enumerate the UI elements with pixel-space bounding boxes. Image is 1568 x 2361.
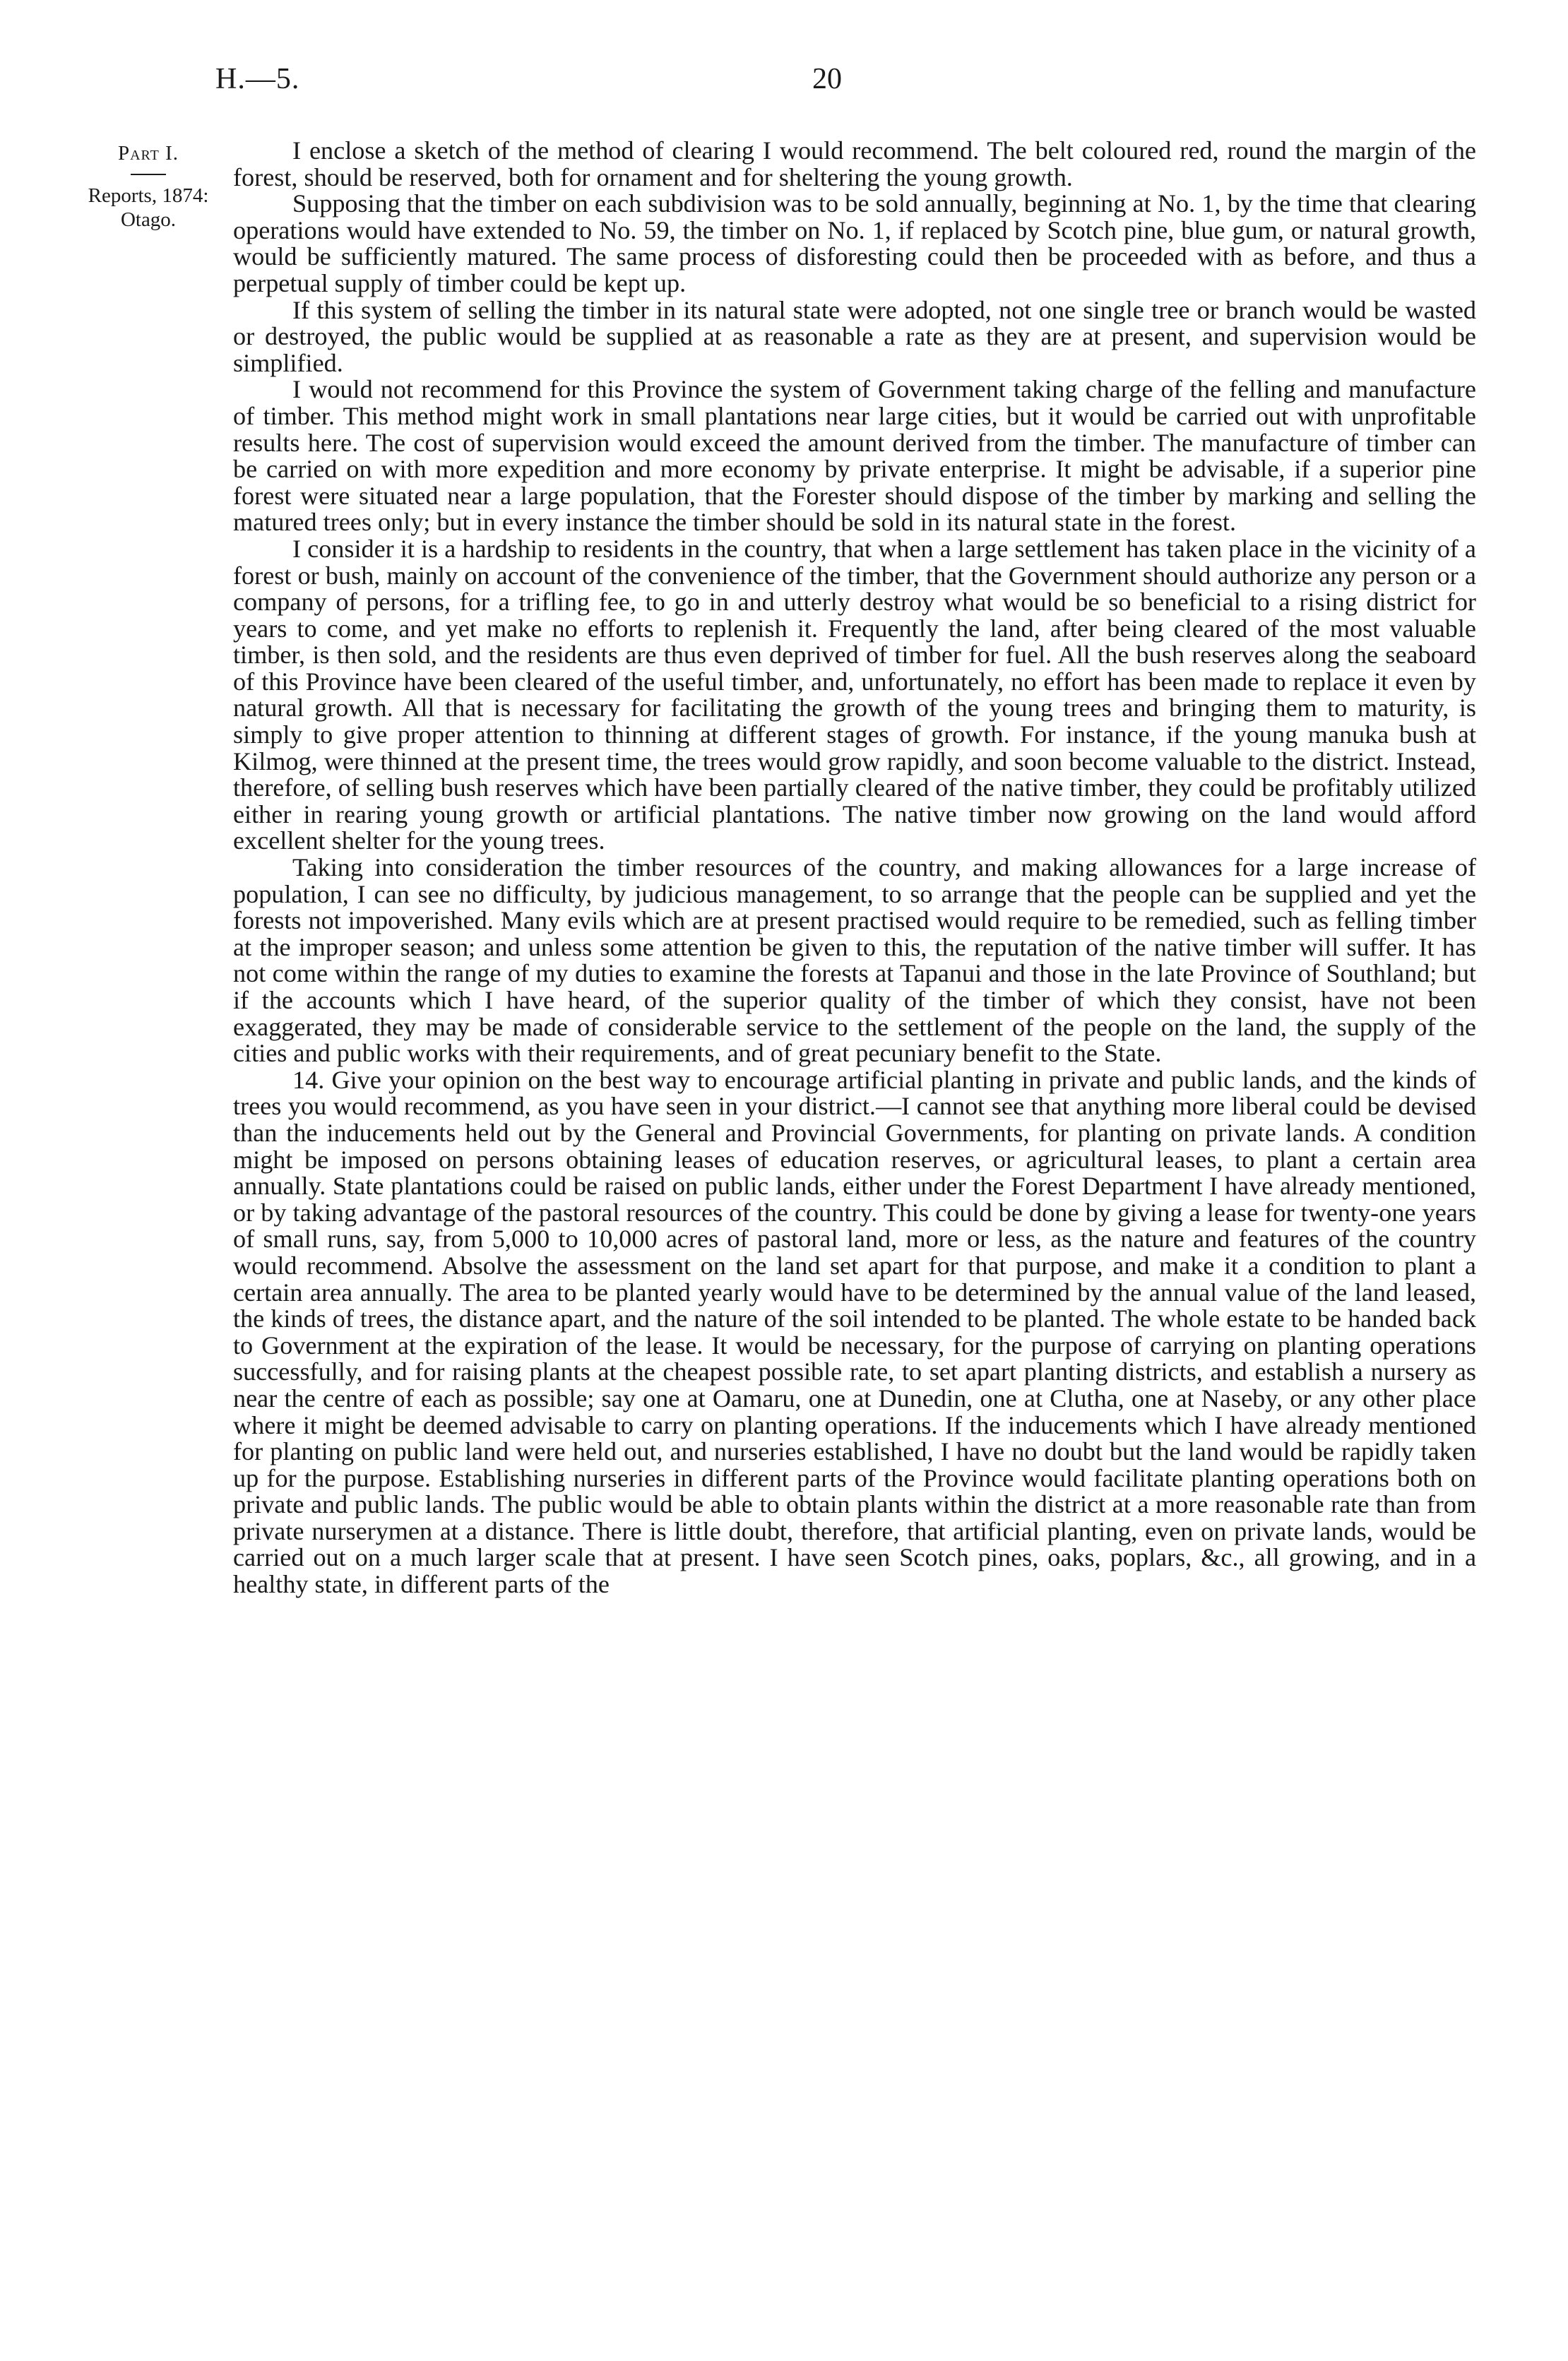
margin-note-reports: Reports, 1874: <box>88 184 209 207</box>
margin-note-part: Part I. <box>117 142 179 165</box>
margin-note-place: Otago. <box>120 208 177 231</box>
paragraph: If this system of selling the timber in its natural state were adopted, not one single tree or branch would be wasted or destroyed, the public would be supplied at as reasonable a rate as they are at present, and supervision would be simplified. <box>233 295 1476 377</box>
body-text <box>233 138 1476 1598</box>
paragraph: 14. Give your opinion on the best way to encourage artificial planting in private and public lands, and the kinds of trees you would recommend, as you have seen in your district.—I cannot see that anything more liberal could be devised than the inducements held out by the General and Provincial Governments, for planting on private lands. A condition might be imposed on persons obtaining leases of education reserves, or agricultural leases, to plant a certain area annually. State plantations could be raised on public lands, either under the Forest Department I have already mentioned, or by taking advantage of the pastoral resources of the country. This could be done by giving a lease for twenty-one years of small runs, say, from 5,000 to 10,000 acres of pastoral land, more or less, as the nature and features of the country would recommend. Absolve the assessment on the land set apart for that purpose, and make it a condition to plant a certain area annually. The area to be planted yearly would have to be determined by the annual value of the land leased, the kinds of trees, the distance apart, and the nature of the soil intended to be planted. The whole estate to be handed back to Government at the expiration of the lease. It would be necessary, for the purpose of carrying on planting operations successfully, and for raising plants at the cheapest possible rate, to set apart planting districts, and establish a nursery as near the centre of each as possible; say one at Oamaru, one at Dunedin, one at Clutha, one at Naseby, or any other place where it might be deemed advisable to carry on planting operations. If the inducements which I have already mentioned for planting on public land were held out, and nurseries established, I have no doubt but the land would be rapidly taken up for the purpose. Establishing nurseries in different parts of the Province would facilitate planting operations both on private and public lands. The public would be able to obtain plants within the district at a more reasonable rate than from private nurserymen at a distance. There is little doubt, therefore, that artificial planting, even on private lands, would be carried out on a much larger scale that at present. I have seen Scotch pines, oaks, poplars, &c., all growing, and in a healthy state, in different parts of the <box>233 1065 1476 1599</box>
document-reference: H.—5. <box>215 63 300 95</box>
paragraph: I would not recommend for this Province the system of Government taking charge of the felling and manufacture of timber. This method might work in small plantations near large cities, but it would be carried out with unprofitable results here. The cost of supervision would exceed the amount derived from the timber. The manufacture of timber can be carried on with more expedition and more economy by private enterprise. It might be advisable, if a superior pine forest were situated near a large population, that the Forester should dispose of the timber by marking and selling the matured trees only; but in every instance the timber should be sold in its natural state in the forest. <box>233 375 1476 537</box>
paragraph: Supposing that the timber on each subdivision was to be sold annually, beginning at No. 1, by the time that clearing operations would have extended to No. 59, the timber on No. 1, if replaced by Scotch pine, blue gum, or natural growth, would be sufficiently matured. The same process of disforesting could then be proceeded with as before, and thus a perpetual supply of timber could be kept up. <box>233 189 1476 297</box>
page-number: 20 <box>812 63 842 95</box>
margin-note <box>74 141 222 232</box>
margin-note-rule <box>131 174 166 175</box>
paragraph: I consider it is a hardship to residents in the country, that when a large settlement has taken place in the vicinity of a forest or bush, mainly on account of the convenience of the timber, that the Government should authorize any person or a company of persons, for a trifling fee, to go in and utterly destroy what would be so beneficial to a rising district for years to come, and yet make no efforts to replenish it. Frequently the land, after being cleared of the most valuable timber, is then sold, and the residents are thus even deprived of timber for fuel. All the bush reserves along the seaboard of this Province have been cleared of the useful timber, and, unfortunately, no effort has been made to replace it even by natural growth. All that is necessary for facilitating the growth of the young trees and bringing them to maturity, is simply to give proper attention to thinning at different stages of growth. For instance, if the young manuka bush at Kilmog, were thinned at the present time, the trees would grow rapidly, and soon become valuable to the district. Instead, therefore, of selling bush reserves which have been partially cleared of the native timber, they could be profitably utilized either in rearing young growth or artificial plantations. The native timber now growing on the land would afford excellent shelter for the young trees. <box>233 534 1476 855</box>
paragraph: Taking into consideration the timber resources of the country, and making allowances for a large increase of population, I can see no difficulty, by judicious management, to so arrange that the people can be supplied and yet the forests not impoverished. Many evils which are at present practised would require to be remedied, such as felling timber at the improper season; and unless some attention be given to this, the reputation of the native timber will suffer. It has not come within the range of my duties to examine the forests at Tapanui and those in the late Province of Southland; but if the accounts which I have heard, of the superior quality of the timber of which they consist, have not been exaggerated, they may be made of considerable service to the settlement of the people on the land, the supply of the cities and public works with their requirements, and of great pecuniary benefit to the State. <box>233 853 1476 1068</box>
paragraph: I enclose a sketch of the method of clearing I would recommend. The belt coloured red, round the margin of the forest, should be reserved, both for ornament and for sheltering the young growth. <box>233 136 1476 191</box>
